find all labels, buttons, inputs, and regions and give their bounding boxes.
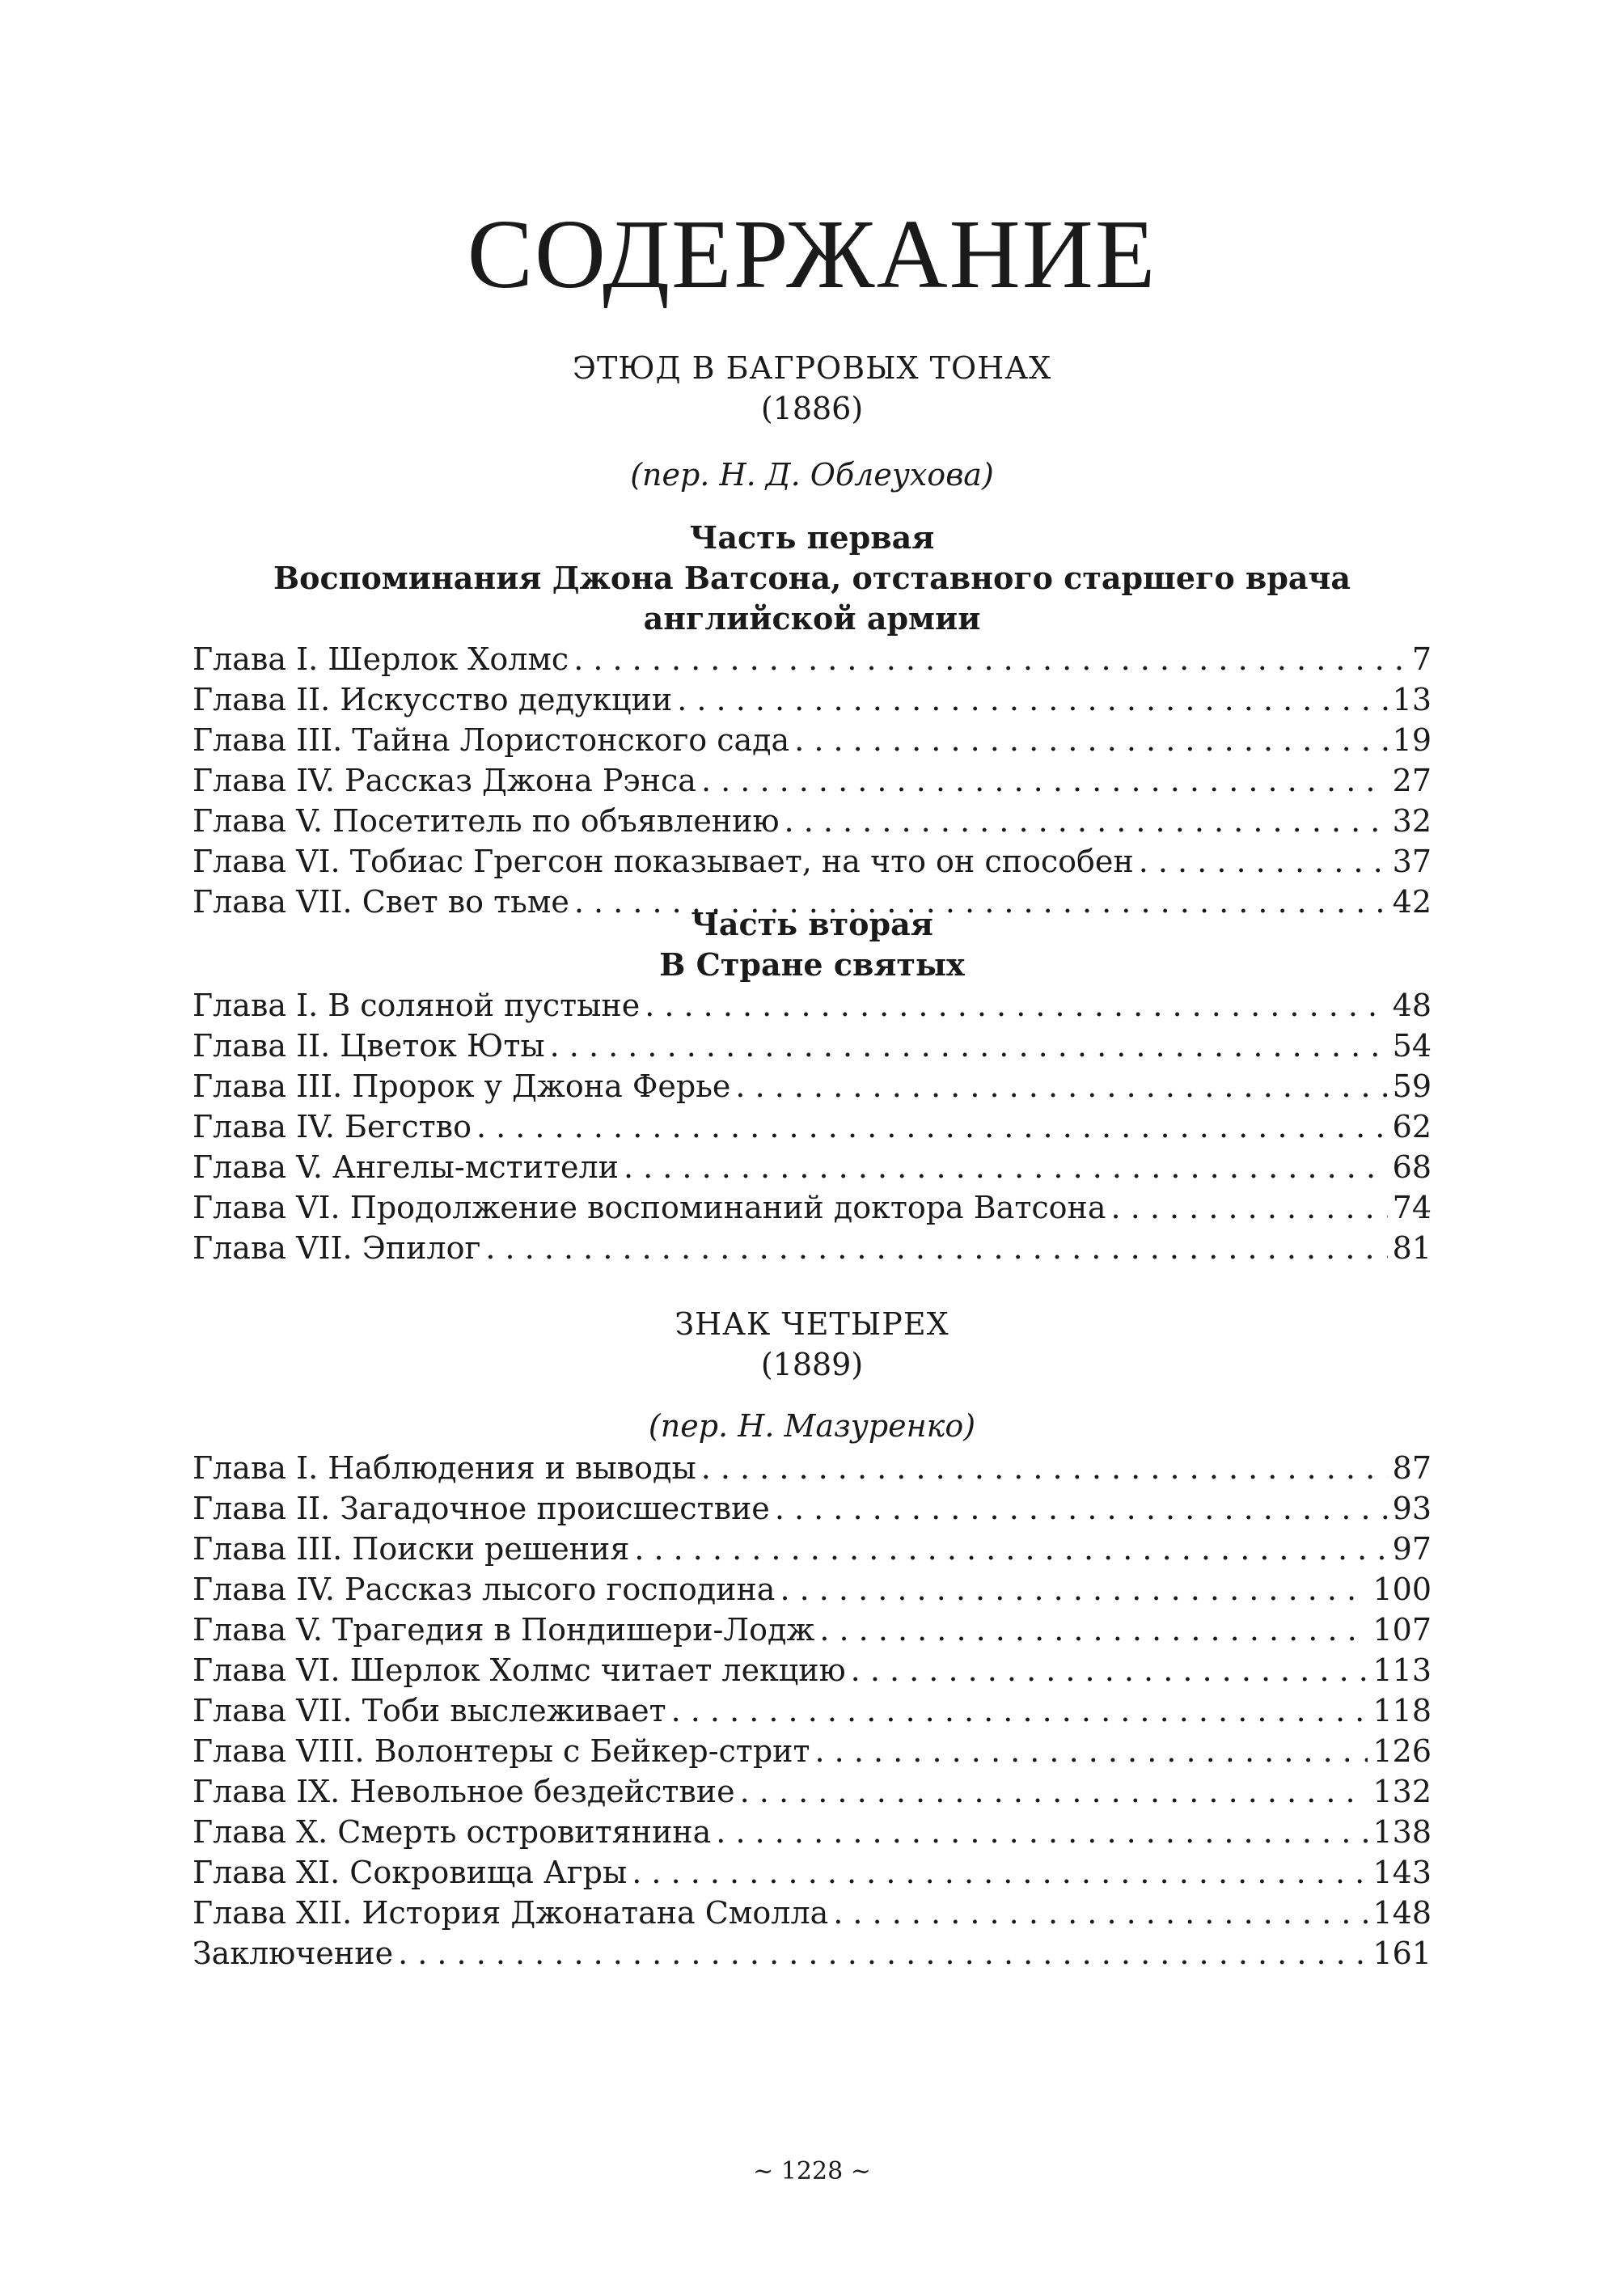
toc-entry-page: 87	[1392, 1450, 1432, 1486]
toc-entry-label: Глава VII. Тоби выслеживает	[192, 1693, 666, 1728]
toc-entry-page: 13	[1392, 682, 1432, 717]
toc-entry-page: 138	[1372, 1814, 1432, 1850]
toc-entry-label: Глава V. Ангелы-мстители	[192, 1149, 619, 1185]
toc-entry-label: Глава I. Шерлок Холмс	[192, 641, 569, 677]
toc-entry-page: 81	[1392, 1230, 1432, 1266]
toc-entry[interactable]	[192, 1610, 1432, 1650]
toc-entry[interactable]	[192, 1569, 1432, 1610]
toc-entry-page: 32	[1392, 803, 1432, 839]
toc-entry-label: Глава II. Загадочное происшествие	[192, 1491, 770, 1526]
toc-entry-page: 148	[1372, 1895, 1432, 1931]
toc-entry[interactable]	[192, 1852, 1432, 1893]
work-1-part-2	[192, 904, 1432, 1268]
toc-entry-label: Глава VI. Продолжение воспоминаний доктора Ватсона	[192, 1190, 1106, 1225]
toc-entry-label: Глава V. Трагедия в Пондишери-Лодж	[192, 1612, 815, 1648]
dot-leader	[645, 985, 1387, 1026]
work-1-year: (1886)	[760, 391, 864, 426]
dot-leader	[794, 720, 1387, 760]
toc-entry-page: 143	[1372, 1855, 1432, 1890]
toc-entry-label: Глава IV. Рассказ лысого господина	[192, 1572, 776, 1607]
toc-entry-page: 107	[1372, 1612, 1432, 1648]
dot-leader	[716, 1812, 1368, 1852]
part-2-heading: Часть вторая	[691, 906, 933, 942]
toc-entry-page: 37	[1392, 844, 1432, 879]
dot-leader	[573, 639, 1407, 679]
toc-entry[interactable]	[192, 841, 1432, 882]
toc-entry[interactable]	[192, 1066, 1432, 1106]
toc-entry[interactable]	[192, 1147, 1432, 1187]
toc-entry-page: 113	[1372, 1652, 1432, 1688]
toc-entry-page: 42	[1392, 884, 1432, 920]
toc-entry-page: 74	[1392, 1190, 1432, 1225]
dot-leader	[485, 1228, 1387, 1268]
toc-entry-label: Глава IX. Невольное бездействие	[192, 1774, 735, 1809]
part-2-entries	[192, 985, 1432, 1268]
toc-entry-label: Заключение	[192, 1936, 394, 1971]
toc-entry[interactable]	[192, 639, 1432, 679]
dot-leader	[740, 1771, 1368, 1812]
toc-entry-page: 93	[1392, 1491, 1432, 1526]
toc-entry-page: 97	[1392, 1531, 1432, 1567]
dot-leader	[785, 801, 1388, 841]
toc-entry-page: 68	[1392, 1149, 1432, 1185]
toc-entry-label: Глава VII. Эпилог	[192, 1230, 481, 1266]
toc-entry-page: 62	[1392, 1109, 1432, 1144]
toc-entry-page: 19	[1392, 722, 1432, 758]
toc-entry-label: Глава IV. Рассказ Джона Рэнса	[192, 763, 696, 798]
work-2-translator: (пер. Н. Мазуренко)	[648, 1408, 976, 1444]
toc-entry[interactable]	[192, 1228, 1432, 1268]
toc-entry-page: 59	[1392, 1068, 1432, 1104]
toc-entry-page: 48	[1392, 988, 1432, 1023]
dot-leader	[701, 1448, 1388, 1488]
dot-leader	[815, 1731, 1368, 1771]
dot-leader	[632, 1852, 1368, 1893]
toc-entry[interactable]	[192, 1187, 1432, 1228]
toc-entry[interactable]	[192, 760, 1432, 801]
dot-leader	[701, 760, 1388, 801]
toc-entry[interactable]	[192, 1812, 1432, 1852]
toc-entry[interactable]	[192, 679, 1432, 720]
toc-entry[interactable]	[192, 1690, 1432, 1731]
toc-entry[interactable]	[192, 1106, 1432, 1147]
work-2-year: (1889)	[760, 1347, 864, 1382]
toc-entry-label: Глава III. Поиски решения	[192, 1531, 630, 1567]
page-title: СОДЕРЖАНИЕ	[467, 200, 1157, 309]
dot-leader	[476, 1106, 1388, 1147]
toc-entry[interactable]	[192, 985, 1432, 1026]
toc-entry-label: Глава IV. Бегство	[192, 1109, 472, 1144]
toc-entry-page: 27	[1392, 763, 1432, 798]
toc-entry-page: 118	[1372, 1693, 1432, 1728]
part-1-entries	[192, 639, 1432, 922]
work-2-entries	[192, 1448, 1432, 1974]
toc-entry[interactable]	[192, 1933, 1432, 1974]
part-2-subheading: В Стране святых	[659, 946, 965, 983]
work-1-header	[192, 348, 1432, 429]
dot-leader	[624, 1147, 1388, 1187]
toc-entry-page: 126	[1372, 1733, 1432, 1769]
part-1-heading: Часть первая	[689, 519, 935, 556]
toc-entry-page: 54	[1392, 1028, 1432, 1064]
toc-entry[interactable]	[192, 1488, 1432, 1529]
dot-leader	[634, 1529, 1387, 1569]
toc-entry-page: 100	[1372, 1572, 1432, 1607]
toc-entry-label: Глава VI. Тобиас Грегсон показывает, на что он способен	[192, 844, 1134, 879]
dot-leader	[780, 1569, 1368, 1610]
toc-entry-label: Глава V. Посетитель по объявлению	[192, 803, 780, 839]
dot-leader	[1139, 841, 1388, 882]
work-1-translator-block	[192, 455, 1432, 495]
toc-entry-label: Глава XI. Сокровища Агры	[192, 1855, 628, 1890]
work-2-header	[192, 1304, 1432, 1385]
toc-entry-page: 161	[1372, 1936, 1432, 1971]
page-number: ~ 1228 ~	[753, 2157, 871, 2185]
toc-entry[interactable]	[192, 1026, 1432, 1066]
dot-leader	[677, 679, 1387, 720]
dot-leader	[1111, 1187, 1388, 1228]
dot-leader	[851, 1650, 1368, 1690]
toc-entry[interactable]	[192, 801, 1432, 841]
toc-entry[interactable]	[192, 1893, 1432, 1933]
toc-entry[interactable]	[192, 1448, 1432, 1488]
toc-entry-page: 7	[1411, 641, 1432, 677]
toc-entry-label: Глава XII. История Джонатана Смолла	[192, 1895, 829, 1931]
work-2-title: ЗНАК ЧЕТЫРЕХ	[675, 1306, 949, 1342]
part-1-subheading: Воспоминания Джона Ватсона, отставного старшего врача английской армии	[273, 560, 1351, 637]
toc-entry[interactable]	[192, 1731, 1432, 1771]
work-2-translator-block	[192, 1406, 1432, 1446]
toc-entry-label: Глава II. Искусство дедукции	[192, 682, 673, 717]
toc-entry-label: Глава X. Смерть островитянина	[192, 1814, 712, 1850]
toc-entry-label: Глава III. Тайна Лористонского сада	[192, 722, 790, 758]
toc-entry-label: Глава VII. Свет во тьме	[192, 884, 569, 920]
toc-entry-label: Глава II. Цветок Юты	[192, 1028, 545, 1064]
dot-leader	[671, 1690, 1368, 1731]
toc-entry-page: 132	[1372, 1774, 1432, 1809]
toc-entry[interactable]	[192, 1771, 1432, 1812]
toc-entry-label: Глава VIII. Волонтеры с Бейкер-стрит	[192, 1733, 810, 1769]
dot-leader	[833, 1893, 1368, 1933]
work-1-translator: (пер. Н. Д. Облеухова)	[630, 457, 994, 493]
toc-entry[interactable]	[192, 720, 1432, 760]
dot-leader	[735, 1066, 1387, 1106]
toc-entry-label: Глава I. В соляной пустыне	[192, 988, 641, 1023]
dot-leader	[398, 1933, 1368, 1974]
dot-leader	[775, 1488, 1388, 1529]
dot-leader	[819, 1610, 1368, 1650]
dot-leader	[550, 1026, 1388, 1066]
toc-entry[interactable]	[192, 1650, 1432, 1690]
toc-entry[interactable]	[192, 1529, 1432, 1569]
toc-entry-label: Глава I. Наблюдения и выводы	[192, 1450, 696, 1486]
work-1-part-1	[192, 518, 1432, 922]
work-1-title: ЭТЮД В БАГРОВЫХ ТОНАХ	[572, 350, 1052, 386]
toc-entry-label: Глава VI. Шерлок Холмс читает лекцию	[192, 1652, 846, 1688]
toc-entry-label: Глава III. Пророк у Джона Ферье	[192, 1068, 731, 1104]
